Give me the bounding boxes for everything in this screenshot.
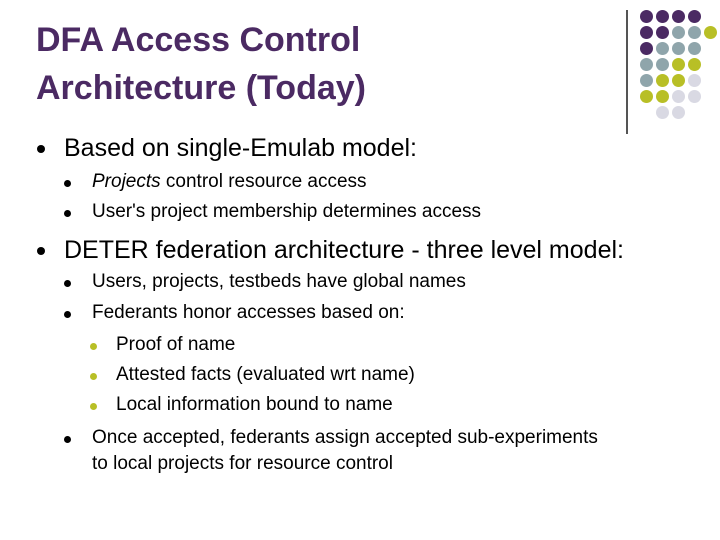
italic-projects: Projects	[92, 171, 161, 192]
dot-gray	[688, 26, 701, 39]
dot-gray	[672, 42, 685, 55]
bullet-emulab-model: Based on single-Emulab model:	[64, 134, 417, 162]
dot-light	[688, 90, 701, 103]
bullet-federants-honor: Federants honor accesses based on:	[92, 302, 405, 323]
dot-light	[656, 106, 669, 119]
bullet-proof-of-name: Proof of name	[116, 334, 236, 355]
dot-yellow	[688, 58, 701, 71]
bullet-dot-icon	[37, 247, 45, 255]
bullet-projects-control	[92, 171, 367, 193]
dot-light	[688, 74, 701, 87]
bullet-dot-icon	[90, 373, 97, 380]
bullet-membership: User's project membership determines access	[92, 201, 482, 222]
decorative-dot-grid	[640, 10, 720, 120]
dot-purple	[656, 10, 669, 23]
dot-purple	[672, 10, 685, 23]
dot-gray	[672, 26, 685, 39]
bullet-dot-icon	[64, 180, 71, 187]
dot-gray	[688, 42, 701, 55]
dot-gray	[640, 58, 653, 71]
dot-light	[672, 90, 685, 103]
dot-purple	[688, 10, 701, 23]
dot-gray	[656, 42, 669, 55]
projects-rest: control resource access	[160, 171, 367, 192]
dot-yellow	[672, 58, 685, 71]
bullet-dot-icon	[90, 403, 97, 410]
bullet-attested-facts: Attested facts (evaluated wrt name)	[116, 364, 415, 385]
bullet-dot-icon	[64, 436, 71, 443]
bullet-dot-icon	[90, 343, 97, 350]
dot-light	[672, 106, 685, 119]
bullet-dot-icon	[64, 280, 71, 287]
dot-purple	[640, 10, 653, 23]
bullet-dot-icon	[37, 145, 45, 153]
bullet-global-names: Users, projects, testbeds have global names	[92, 271, 466, 292]
bullet-once-accepted-line2: to local projects for resource control	[92, 453, 393, 474]
dot-purple	[640, 42, 653, 55]
bullet-once-accepted-line1: Once accepted, federants assign accepted sub-experiments	[92, 427, 598, 448]
slide-title	[36, 16, 596, 112]
dot-yellow	[640, 90, 653, 103]
bullet-dot-icon	[64, 210, 71, 217]
dot-yellow	[704, 26, 717, 39]
dot-yellow	[656, 74, 669, 87]
dot-purple	[656, 26, 669, 39]
dot-gray	[656, 58, 669, 71]
bullet-dot-icon	[64, 311, 71, 318]
dot-yellow	[672, 74, 685, 87]
decorative-divider	[626, 10, 628, 134]
slide-title-line2: Architecture (Today)	[36, 69, 366, 107]
dot-yellow	[656, 90, 669, 103]
dot-purple	[640, 26, 653, 39]
bullet-deter-federation: DETER federation architecture - three level model:	[64, 236, 624, 264]
slide-title-line1: DFA Access Control	[36, 21, 361, 59]
bullet-local-info: Local information bound to name	[116, 394, 393, 415]
dot-gray	[640, 74, 653, 87]
